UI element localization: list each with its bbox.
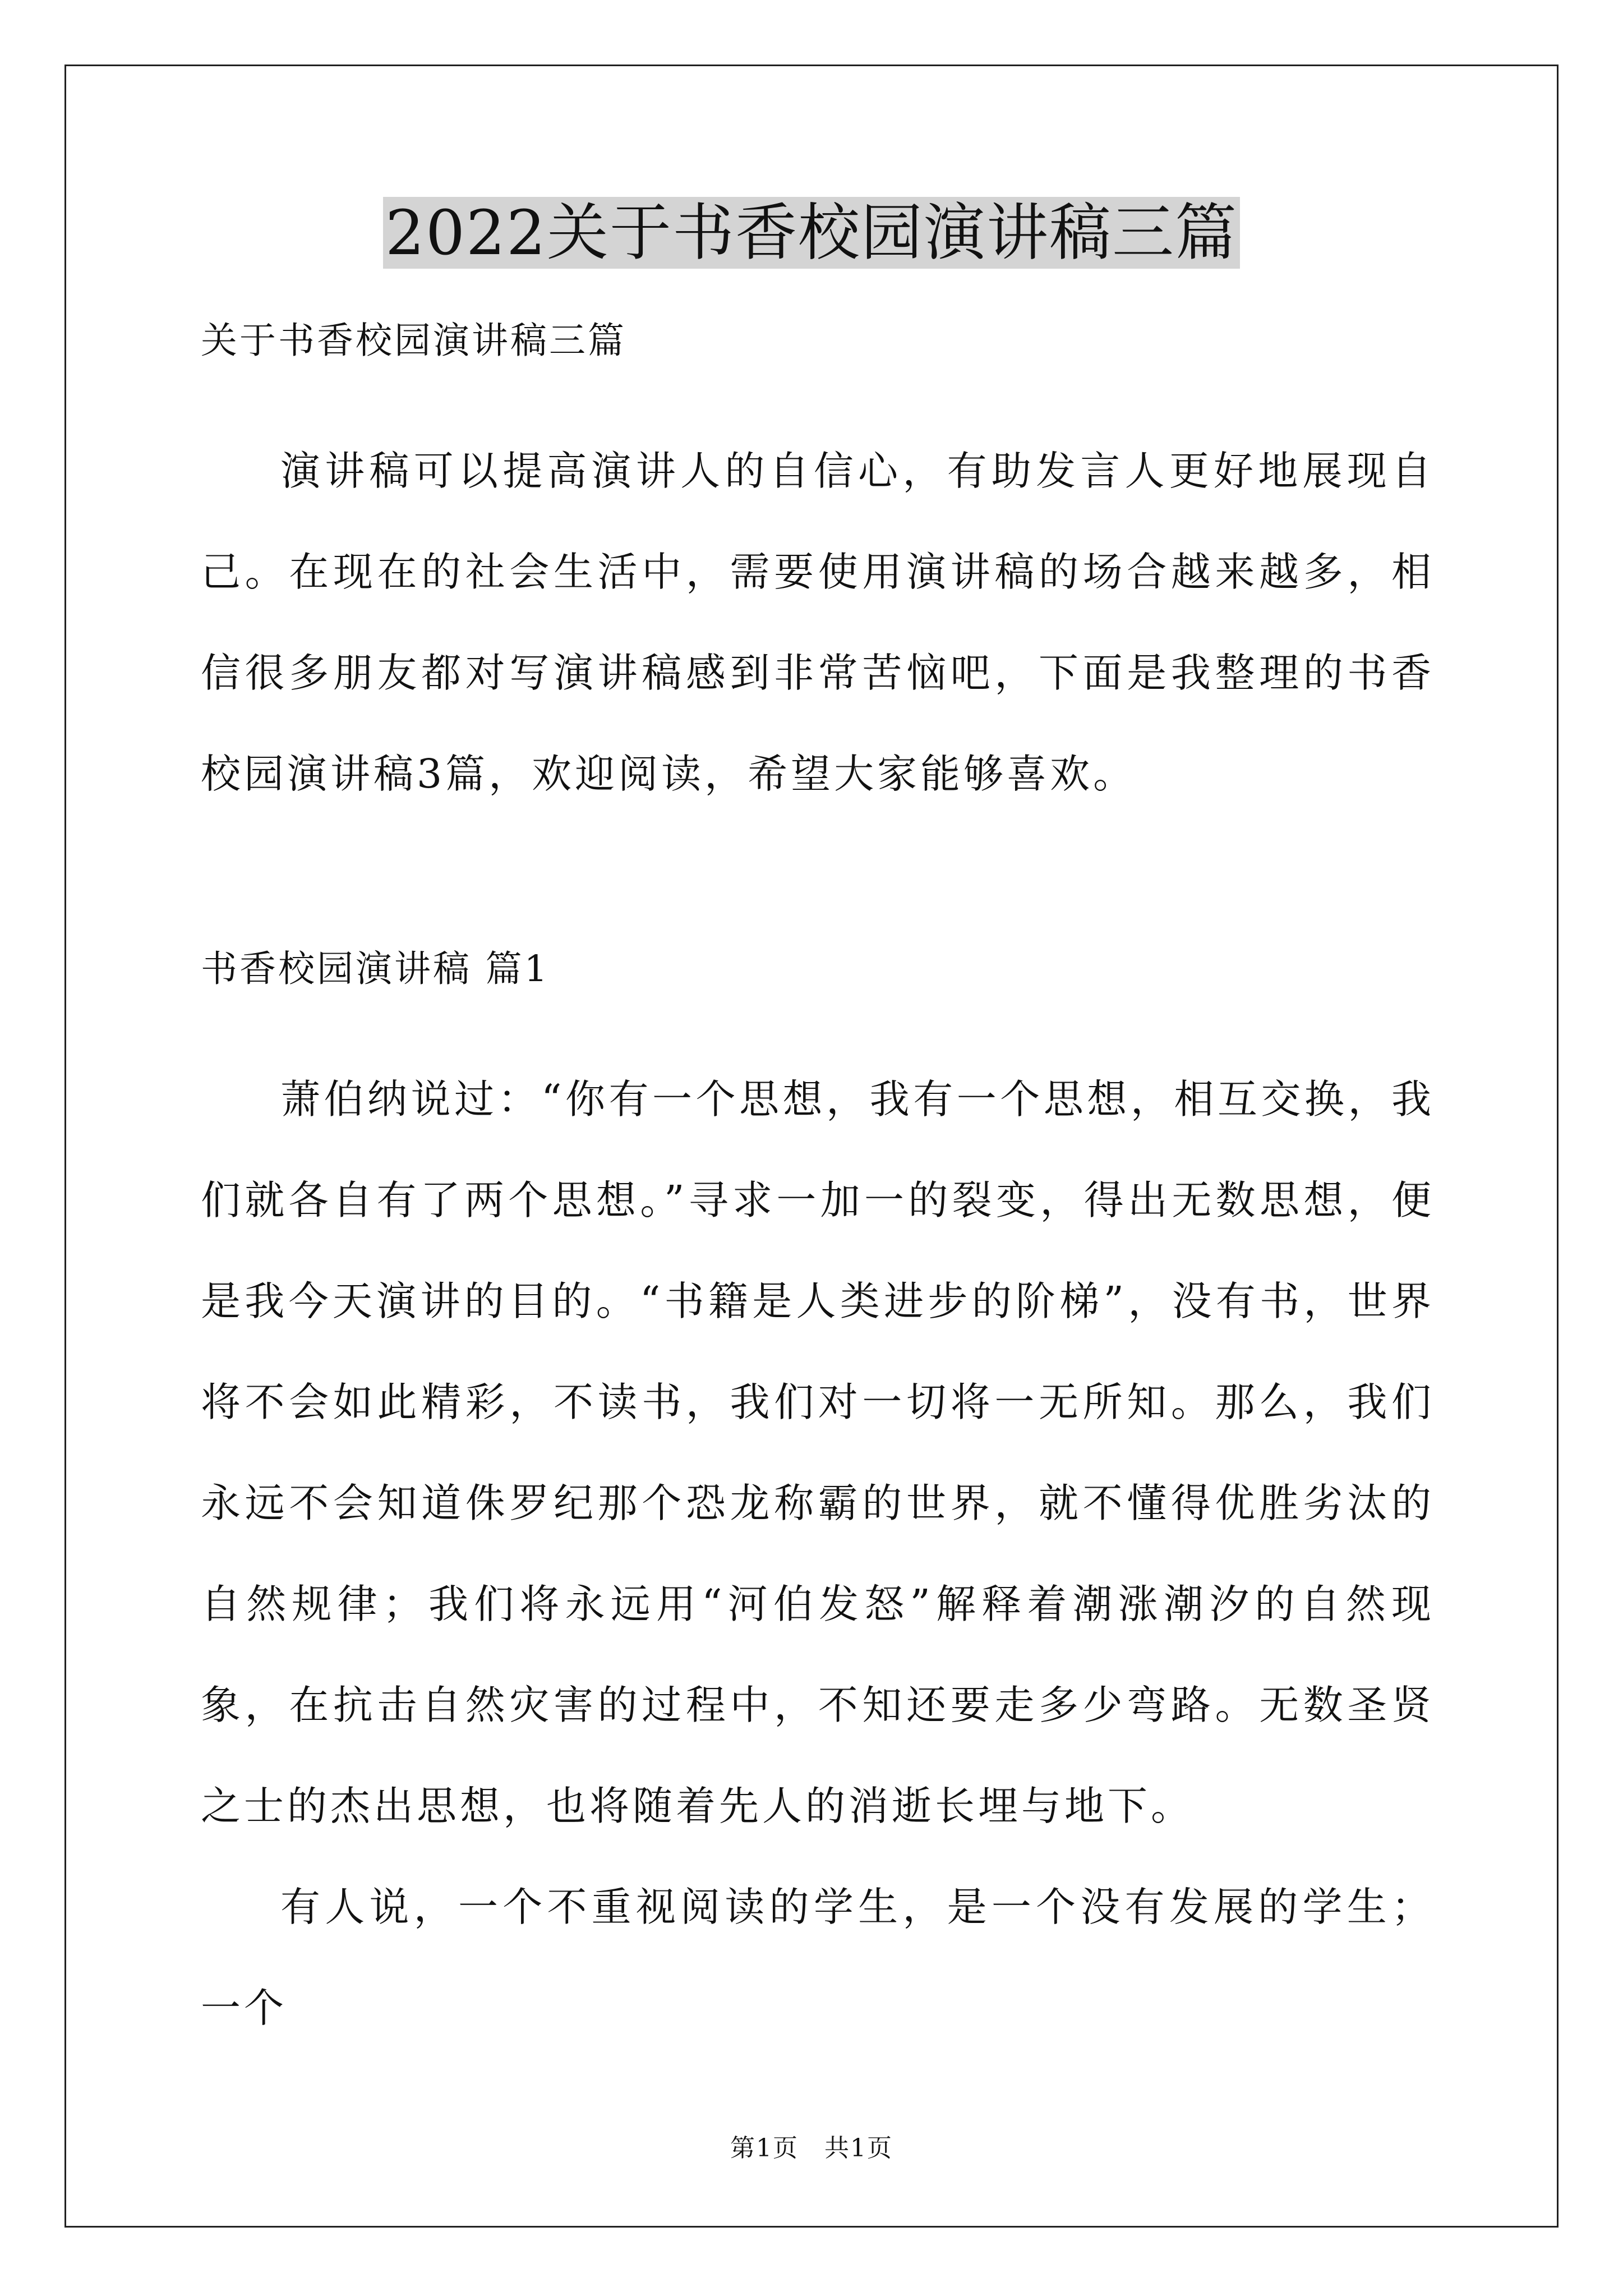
intro-paragraph: 演讲稿可以提高演讲人的自信心，有助发言人更好地展现自己。在现在的社会生活中，需要使用演讲稿的场合越来越多，相信很多朋友都对写演讲稿感到非常苦恼吧，下面是我整理的书香校园演讲稿3篇，欢迎阅读，希望大家能够喜欢。 bbox=[201, 448, 1435, 797]
section-heading: 书香校园演讲稿 篇1 bbox=[201, 948, 550, 990]
document-title-text: 2022关于书香校园演讲稿三篇 bbox=[383, 197, 1240, 269]
section-paragraph: 有人说，一个不重视阅读的学生，是一个没有发展的学生；一个 bbox=[201, 1884, 1435, 2031]
document-title bbox=[0, 194, 1623, 272]
document-body bbox=[201, 314, 1435, 2059]
section-paragraph: 萧伯纳说过：“你有一个思想，我有一个思想，相互交换，我们就各自有了两个思想。”寻求一加一的裂变，得出无数思想，便是我今天演讲的目的。“书籍是人类进步的阶梯”，没有书，世界将不会如此精彩，不读书，我们对一切将一无所知。那么，我们永远不会知道侏罗纪那个恐龙称霸的世界，就不懂得优胜劣汰的自然规律；我们将永远用“河伯发怒”解释着潮涨潮汐的自然现象，在抗击自然灾害的过程中，不知还要走多少弯路。无数圣贤之士的杰出思想，也将随着先人的消逝长埋与地下。 bbox=[201, 1076, 1435, 1829]
document-subtitle: 关于书香校园演讲稿三篇 bbox=[201, 320, 627, 362]
page-footer: 第1页 共1页 bbox=[730, 2134, 893, 2162]
